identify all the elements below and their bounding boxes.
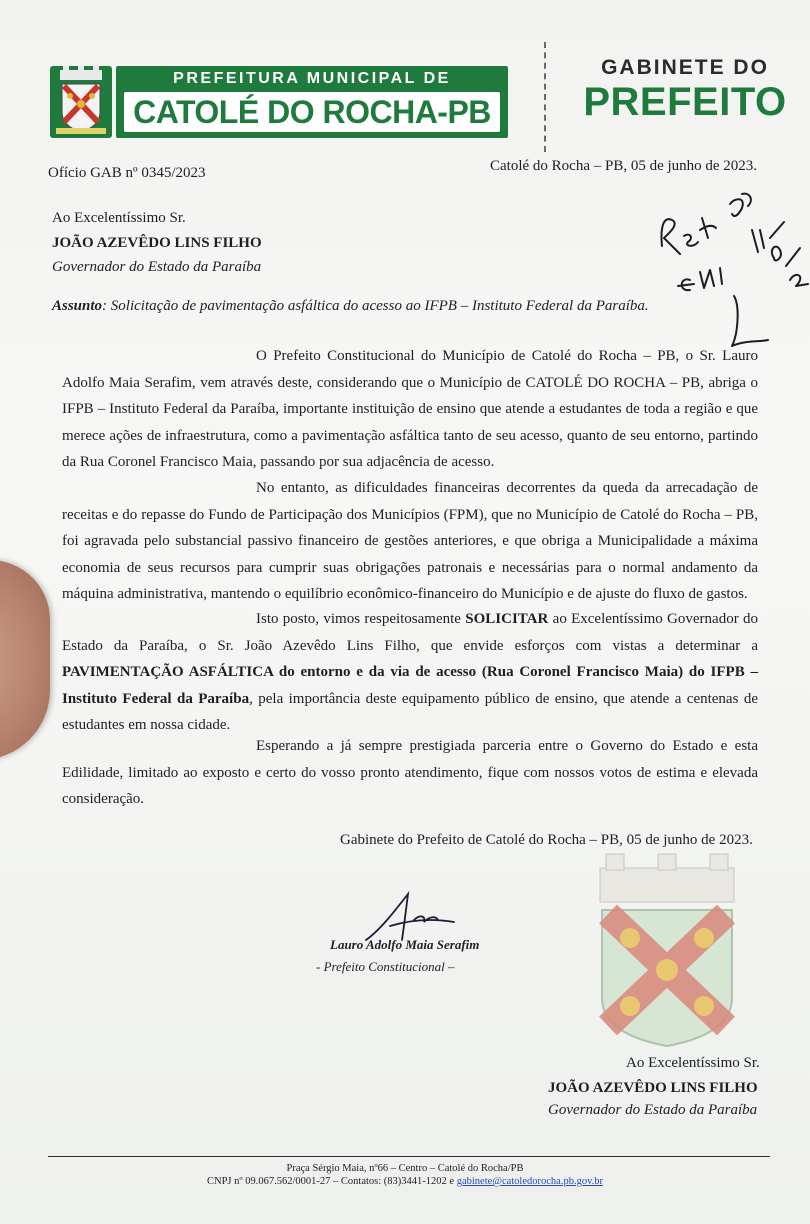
- paragraph-1: [62, 343, 758, 476]
- signer-name: Lauro Adolfo Maia Serafim: [330, 937, 480, 952]
- subject-line: [52, 298, 649, 315]
- p2-line-2: receitas e do repasse do Fundo de Participação dos Municípios (FPM), que no Município de Catolé do Rocha – PB,: [62, 506, 758, 523]
- footer-email-link[interactable]: gabinete@catoledorocha.pb.gov.br: [456, 1176, 604, 1187]
- footer-rule: [48, 1156, 770, 1157]
- prefeitura-banner: [50, 66, 508, 138]
- footer-address: Praça Sérgio Maia, nº66 – Centro – Catolé do Rocha/PB: [286, 1163, 524, 1174]
- banner-city-text: CATOLÉ DO ROCHA-PB: [124, 92, 500, 132]
- prefeito-label: PREFEITO: [583, 80, 787, 124]
- p2-line-4: economia de seus recursos para cumprir suas obrigações patronais e necessárias para o normal andamento da: [62, 559, 758, 576]
- p3-via-acesso: do entorno e da via de acesso (Rua Coronel Francisco Maia) do IFPB –: [273, 664, 758, 680]
- p1-line-3: IFPB – Instituto Federal da Paraíba, importante instituição de ensino que atende a estudantes de toda a região e que: [62, 401, 758, 417]
- paragraph-4: [62, 733, 758, 813]
- oficio-number: Ofício GAB nº 0345/2023: [48, 165, 206, 181]
- recipient-title: Governador do Estado da Paraíba: [52, 259, 262, 275]
- bottom-recipient-name: JOÃO AZEVÊDO LINS FILHO: [548, 1080, 758, 1096]
- subject-text: : Solicitação de pavimentação asfáltica do acesso ao IFPB – Instituto Federal da Paraíba.: [102, 298, 649, 314]
- closing-place-date: Gabinete do Prefeito de Catolé do Rocha – PB, 05 de junho de 2023.: [340, 832, 753, 848]
- p3-line-5: estudantes em nossa cidade.: [62, 717, 231, 733]
- place-date: Catolé do Rocha – PB, 05 de junho de 2023.: [490, 158, 758, 174]
- bottom-recipient-title: Governador do Estado da Paraíba: [548, 1102, 758, 1118]
- p2-line-1: No entanto, as dificuldades financeiras decorrentes da queda da arrecadação de: [256, 480, 758, 496]
- p4-line-1: Esperando a já sempre prestigiada parceria entre o Governo do Estado e esta: [256, 738, 758, 754]
- gabinete-label: GABINETE DO: [601, 56, 769, 79]
- signer-title: - Prefeito Constitucional –: [316, 959, 455, 974]
- p3-text-c: ao Excelentíssimo Governador do: [548, 611, 758, 627]
- salutation: Ao Excelentíssimo Sr.: [52, 210, 186, 226]
- p3-ifpb-name: Instituto Federal da Paraíba: [62, 690, 250, 707]
- p3-line-4: [62, 686, 758, 713]
- p3-solicitar: SOLICITAR: [465, 611, 549, 627]
- header-divider: [544, 42, 546, 152]
- p3-line-3: [62, 659, 758, 686]
- p1-line-1: O Prefeito Constitucional do Município de Catolé do Rocha – PB, o Sr. Lauro: [256, 348, 758, 364]
- p3-line-1: [62, 606, 758, 633]
- p3-text-a: Isto posto, vimos respeitosamente: [256, 611, 466, 627]
- subject-label: Assunto: [52, 298, 103, 314]
- p1-line-4: merece ações de infraestrutura, como a pavimentação asfáltica tanto de seu acesso, quanto de seu entorno, partindo: [62, 427, 758, 444]
- recipient-name: JOÃO AZEVÊDO LINS FILHO: [52, 235, 262, 251]
- banner-top-text: PREFEITURA MUNICIPAL DE: [173, 70, 451, 87]
- paragraph-2: [62, 475, 758, 608]
- paragraph-3: [62, 606, 758, 739]
- p3-pavimentacao: PAVIMENTAÇÃO ASFÁLTICA: [62, 664, 274, 680]
- p3-line-2: Estado da Paraíba, o Sr. João Azevêdo Lins Filho, que envide esforços com vistas a determinar a: [62, 637, 758, 654]
- p4-line-2: Edilidade, limitado ao exposto e certo do vosso pronto atendimento, fique com nossos votos de estima e elevada: [62, 764, 758, 781]
- p1-line-2: Adolfo Maia Serafim, vem através deste, considerando que o Município de CATOLÉ DO ROCHA – PB, abriga o: [62, 374, 758, 391]
- p4-line-3: consideração.: [62, 791, 145, 807]
- bottom-salutation: Ao Excelentíssimo Sr.: [626, 1055, 760, 1071]
- p2-line-3: foi agravada pelo substancial passivo financeiro de gestões anteriores, e que obriga a Municipalidade a máxima: [62, 533, 758, 549]
- footer-cnpj-phone: CNPJ nº 09.067.562/0001-27 – Contatos: (83)3441-1202 e: [206, 1176, 457, 1187]
- watermark-crest-logo: [592, 848, 742, 1048]
- p3-importancia: , pela importância deste equipamento público de ensino, que atende a centenas de: [249, 690, 758, 707]
- p1-line-5: da Rua Coronel Francisco Maia, passando por sua adjacência de acesso.: [62, 454, 495, 470]
- municipal-crest-logo: [50, 66, 112, 138]
- p2-line-5: máquina administrativa, mantendo o equilíbrio econômico-financeiro do Município e de ajuste do fluxo de gastos.: [62, 586, 748, 602]
- footer-contacts: [0, 1176, 810, 1187]
- banner-title-box: [116, 66, 508, 138]
